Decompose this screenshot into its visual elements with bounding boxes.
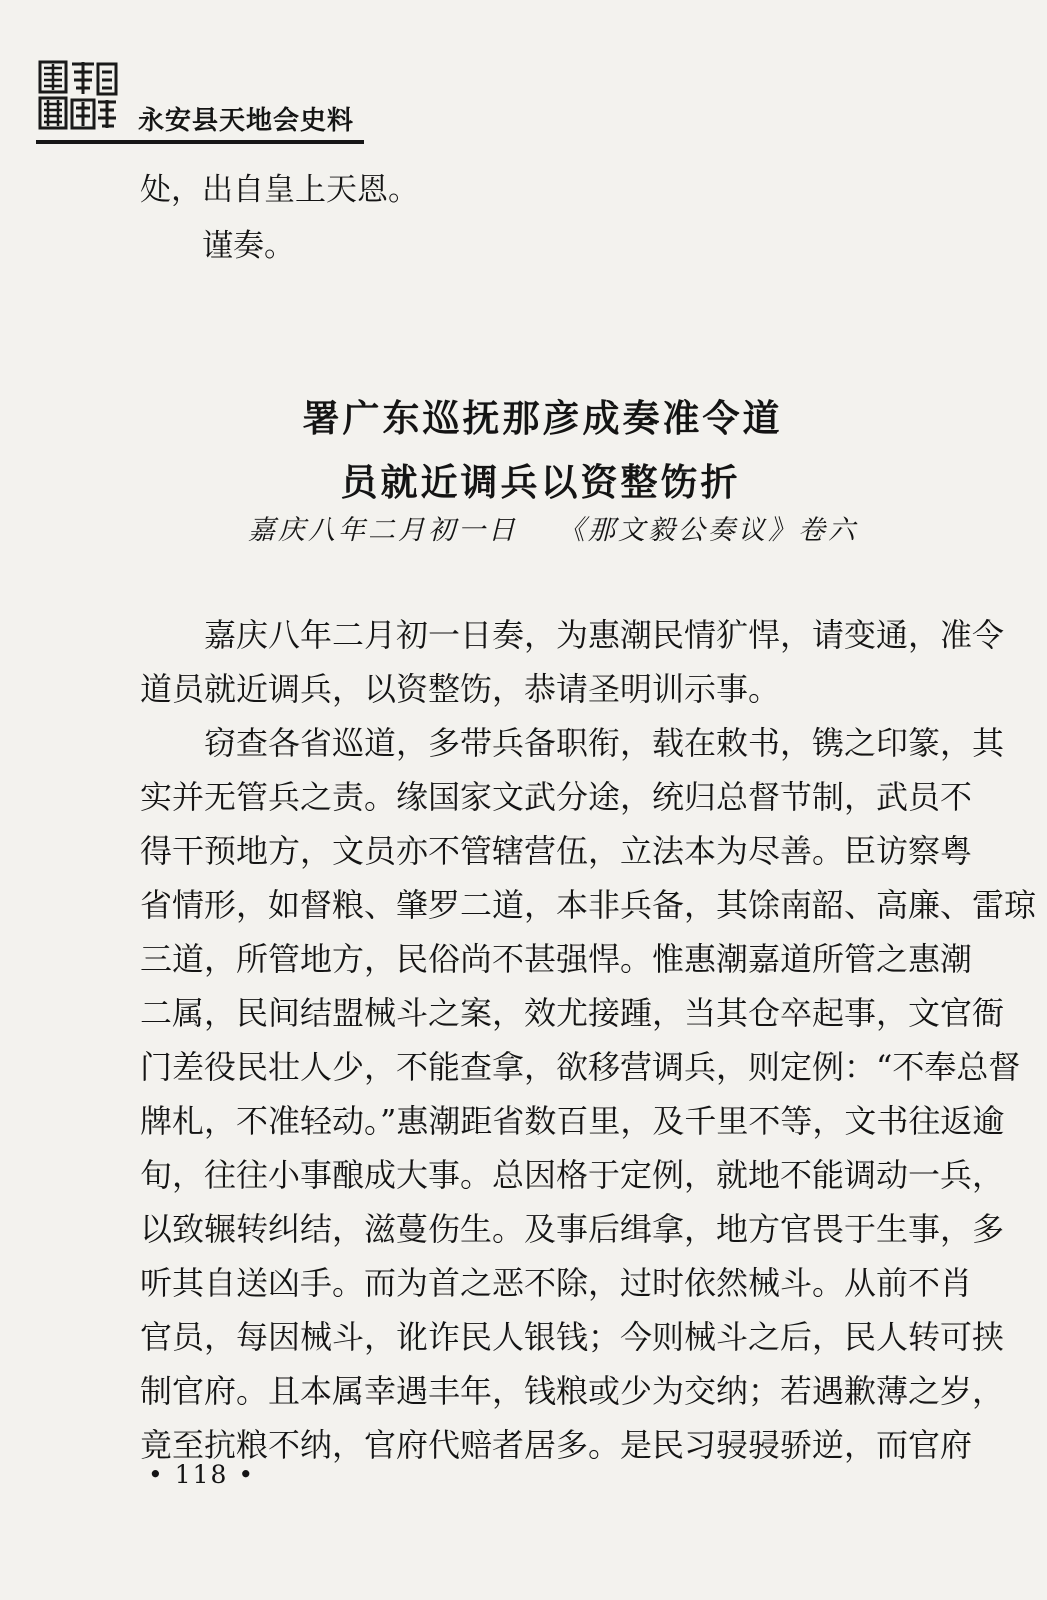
seal-logo-icon [38, 58, 120, 132]
carryover-line-2: 谨奏。 [202, 228, 295, 264]
paragraph-2-line: 以致辗转纠结，滋蔓伤生。及事后缉拿，地方官畏于生事，多 [140, 1210, 1005, 1248]
document-source: 《那文毅公奏议》卷六 [558, 515, 858, 546]
paragraph-2-line: 制官府。且本属幸遇丰年，钱粮或少为交纳；若遇歉薄之岁， [140, 1372, 1005, 1410]
document-title-line-1: 署广东巡抚那彦成奏准令道 [302, 396, 783, 440]
paragraph-2-line: 实并无管兵之责。缘国家文武分途，统归总督节制，武员不 [140, 778, 973, 816]
document-title-line-2: 员就近调兵以资整饬折 [340, 460, 741, 504]
paragraph-2-line: 门差役民壮人少，不能查拿，欲移营调兵，则定例：“不奉总督 [140, 1048, 1021, 1086]
paragraph-2-line: 旬，往往小事酿成大事。总因格于定例，就地不能调动一兵， [140, 1156, 1005, 1194]
paragraph-2-line: 官员，每因械斗，讹诈民人银钱；今则械斗之后，民人转可挟 [140, 1318, 1005, 1356]
paragraph-2-line: 二属，民间结盟械斗之案，效尤接踵，当其仓卒起事，文官衙 [140, 994, 1005, 1032]
paragraph-2-line: 听其自送凶手。而为首之恶不除，过时依然械斗。从前不肖 [140, 1264, 973, 1302]
paragraph-1-line: 道员就近调兵，以资整饬，恭请圣明训示事。 [140, 670, 781, 708]
header-rule [36, 140, 364, 144]
body-text [140, 608, 1037, 1472]
paragraph-2-line: 牌札，不准轻动。”惠潮距省数百里，及千里不等，文书往返逾 [140, 1102, 1005, 1140]
paragraph-2-line: 竟至抗粮不纳，官府代赔者居多。是民习骎骎骄逆，而官府 [140, 1426, 973, 1464]
carryover-line-1: 处，出自皇上天恩。 [140, 172, 419, 208]
paragraph-1-line: 嘉庆八年二月初一日奏，为惠潮民情犷悍，请变通，准令 [204, 616, 1005, 654]
paragraph-2-line: 省情形，如督粮、肇罗二道，本非兵备，其馀南韶、高廉、雷琼 [140, 886, 1037, 924]
paragraph-2-line: 得干预地方，文员亦不管辖营伍，立法本为尽善。臣访察粤 [140, 832, 973, 870]
document-source-line [248, 508, 858, 547]
page-number: • 118 • [148, 1460, 256, 1489]
document-date: 嘉庆八年二月初一日 [248, 515, 518, 546]
paragraph-2-line: 三道，所管地方，民俗尚不甚强悍。惟惠潮嘉道所管之惠潮 [140, 940, 973, 978]
paragraph-2-line: 窃查各省巡道，多带兵备职衔，载在敕书，镌之印篆，其 [204, 724, 1005, 762]
running-title: 永安县天地会史料 [138, 106, 355, 136]
